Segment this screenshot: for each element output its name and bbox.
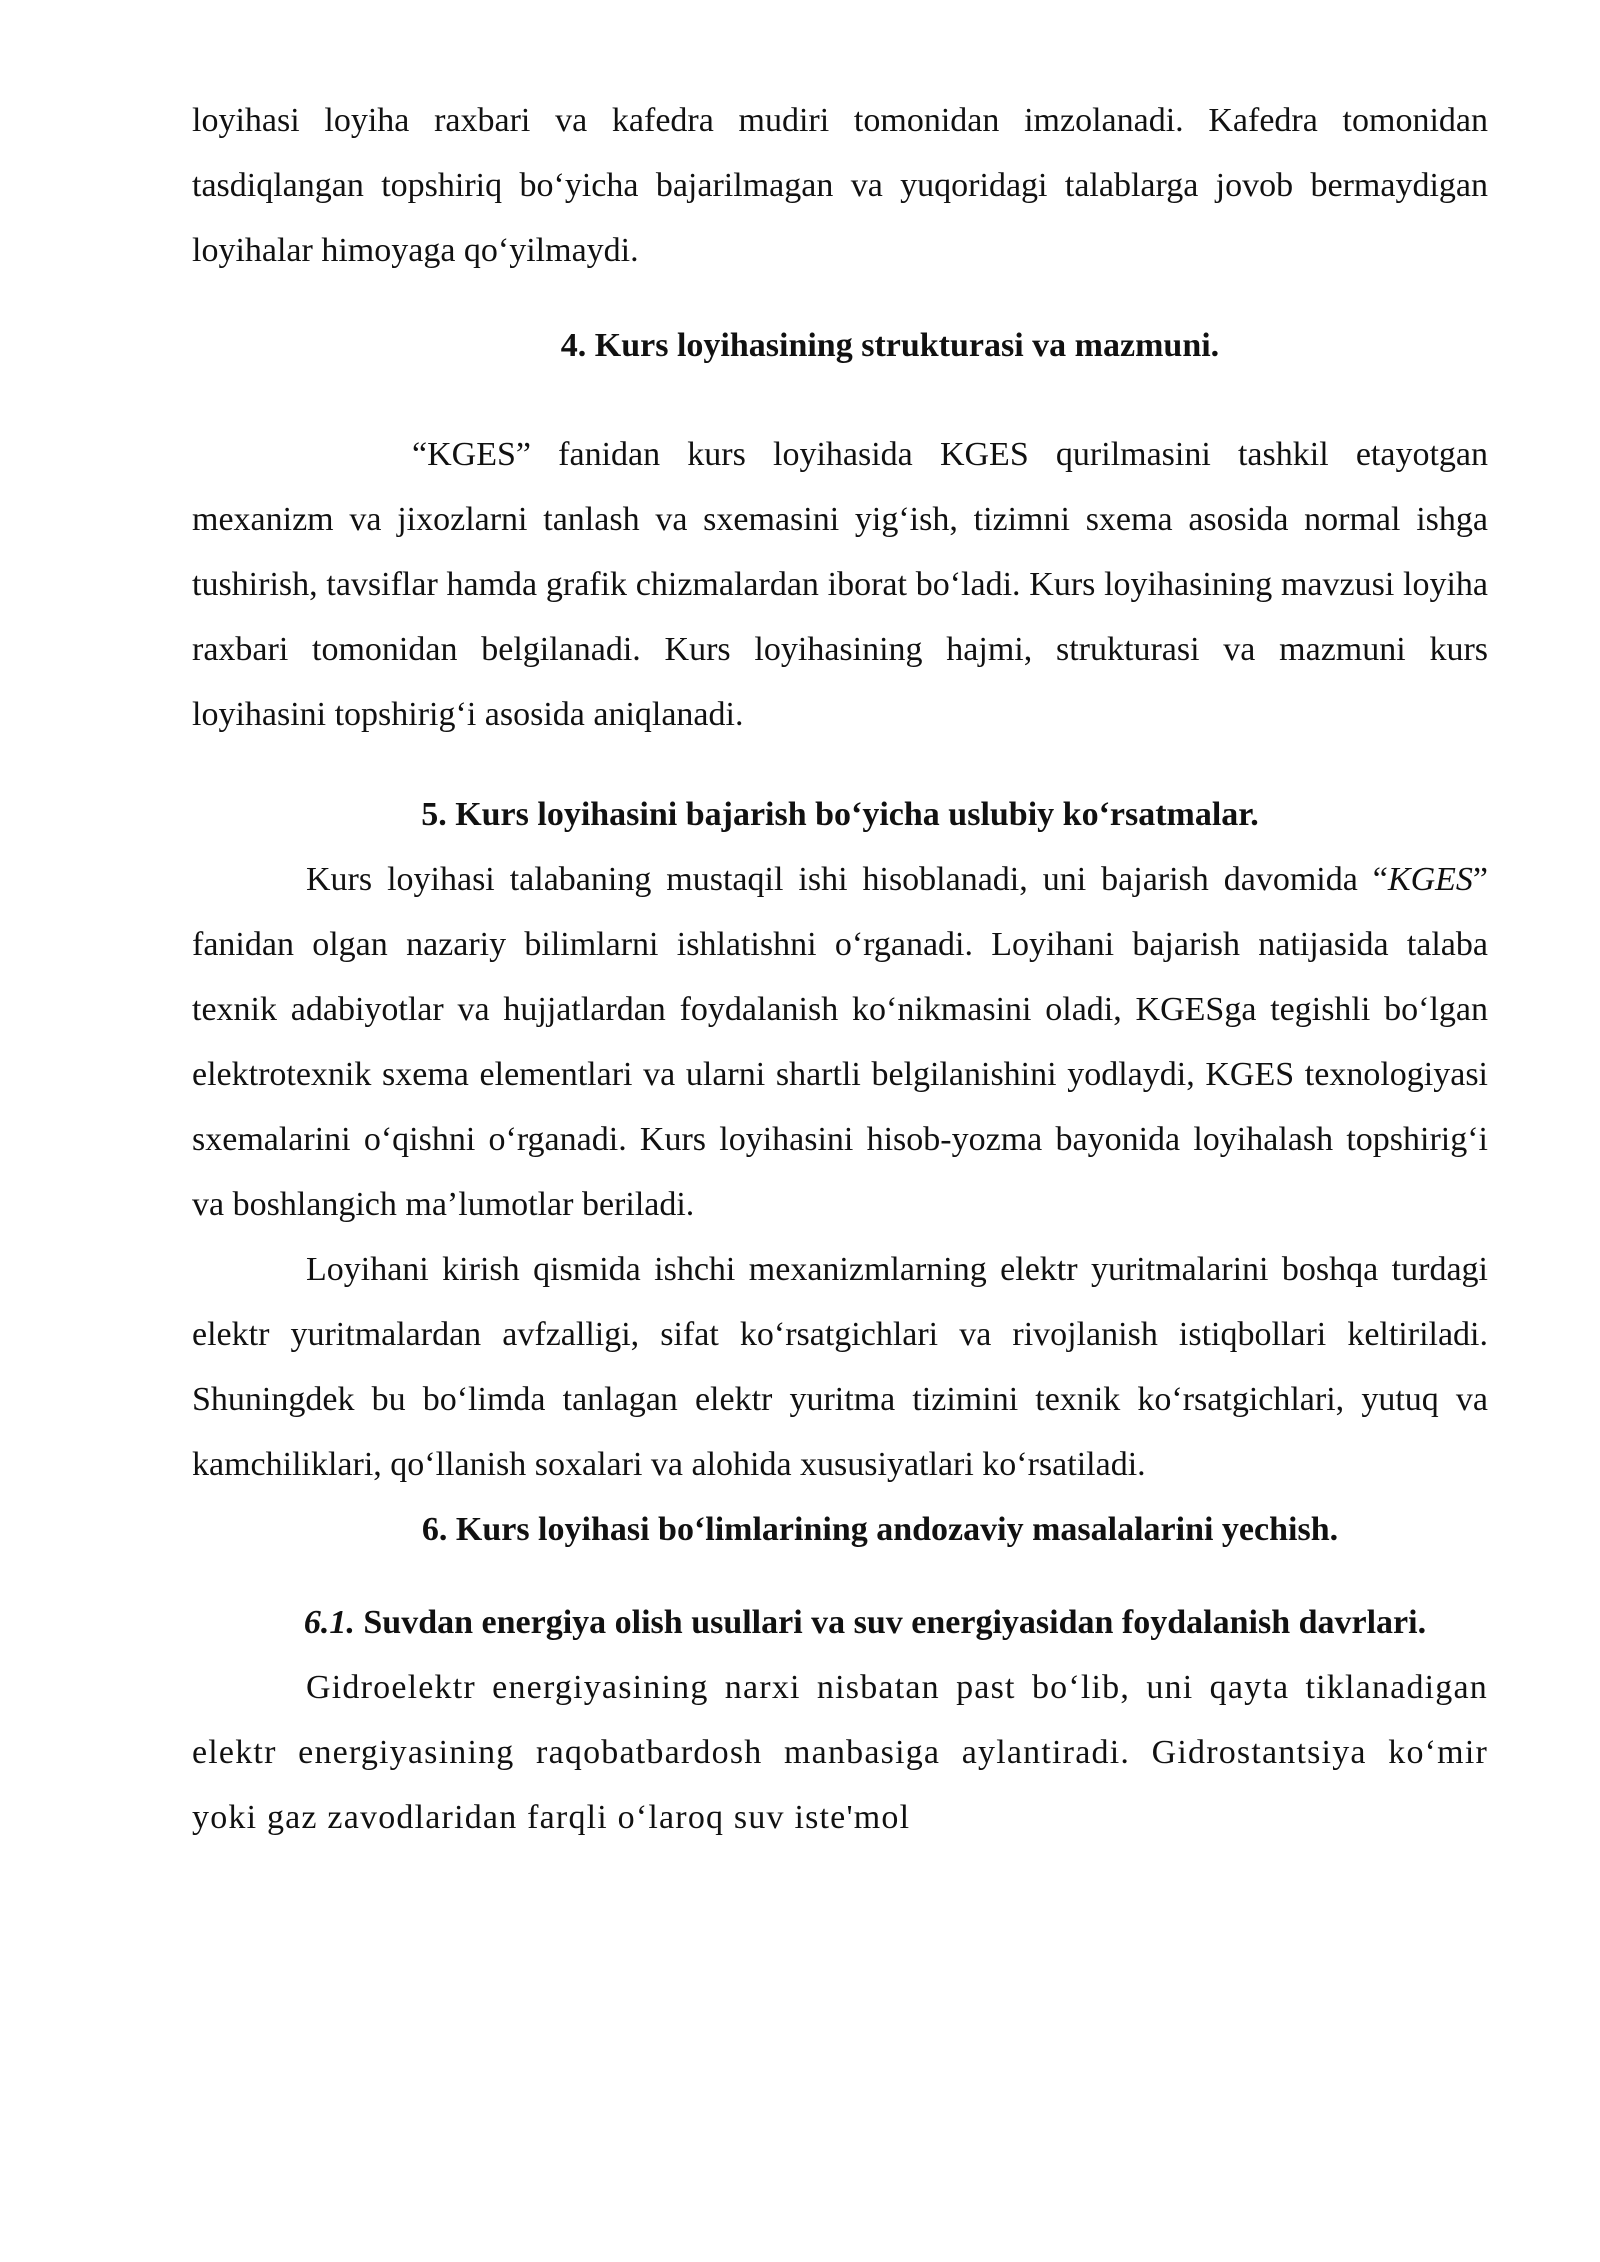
document-page: [192, 88, 1488, 1850]
paragraph-signing-rules: loyihasi loyiha raxbari va kafedra mudiri tomonidan imzolanadi. Kafedra tomonidan tasdiqlangan topshiriq bo‘yicha bajarilmagan va yuqoridagi talablarga jovob bermaydigan loyihalar himoyaga qo‘yilmaydi.: [192, 102, 1488, 269]
guidelines-text-emphasis: KGES: [1387, 861, 1473, 898]
paragraph-guidelines: [192, 847, 1488, 1237]
guidelines-text-start: Kurs loyihasi talabaning mustaqil ishi hisoblanadi, uni bajarish davomida “: [306, 861, 1388, 898]
subsection-title: Suvdan energiya olish usullari va suv energiyasidan foydalanish davrlari.: [354, 1604, 1427, 1641]
section-heading-4: 4. Kurs loyihasining strukturasi va mazmuni.: [560, 327, 1220, 364]
paragraph-introduction: Loyihani kirish qismida ishchi mexanizmlarning elektr yuritmalarini boshqa turdagi elektr yuritmalardan avfzalligi, sifat ko‘rsatgichlari va rivojlanish istiqbollari keltiriladi. Shuningdek bu bo‘limda tanlagan elektr yuritma tizimini texnik ko‘rsatgichlari, yutuq va kamchiliklari, qo‘llanish soxalari va alohida xususiyatlari ko‘rsatiladi.: [192, 1251, 1488, 1483]
subsection-heading-6-1: [192, 1590, 1488, 1655]
paragraph-hydroelectric: Gidroelektr energiyasining narxi nisbatan past bo‘lib, uni qayta tiklanadigan elektr energiyasining raqobatbardosh manbasiga aylantiradi. Gidrostantsiya ko‘mir yoki gaz zavodlaridan farqli o‘laroq suv iste'mol: [192, 1669, 1488, 1836]
paragraph-structure: “KGES” fanidan kurs loyihasida KGES qurilmasini tashkil etayotgan mexanizm va jixozlarni tanlash va sxemasini yig‘ish, tizimni sxema asosida normal ishga tushirish, tavsiflar hamda grafik chizmalardan iborat bo‘ladi. Kurs loyihasining mavzusi loyiha raxbari tomonidan belgilanadi. Kurs loyihasining hajmi, strukturasi va mazmuni kurs loyihasini topshirig‘i asosida aniqlanadi.: [192, 436, 1488, 733]
section-heading-6: 6. Kurs loyihasi bo‘limlarining andozaviy masalalarini yechish.: [421, 1511, 1339, 1548]
guidelines-text-end: ” fanidan olgan nazariy bilimlarni ishlatishni o‘rganadi. Loyihani bajarish natijasida talaba texnik adabiyotlar va hujjatlardan foydalanish ko‘nikmasini oladi, KGESga tegishli bo‘lgan elektrotexnik sxema elementlari va ularni shartli belgilanishini yodlaydi, KGES texnologiyasi sxemalarini o‘qishni o‘rganadi. Kurs loyihasini hisob-yozma bayonida loyihalash topshirig‘i va boshlangich ma’lumotlar beriladi.: [192, 861, 1488, 1223]
section-heading-5: 5. Kurs loyihasini bajarish bo‘yicha uslubiy ko‘rsatmalar.: [421, 796, 1259, 833]
subsection-number: 6.1.: [303, 1604, 355, 1641]
